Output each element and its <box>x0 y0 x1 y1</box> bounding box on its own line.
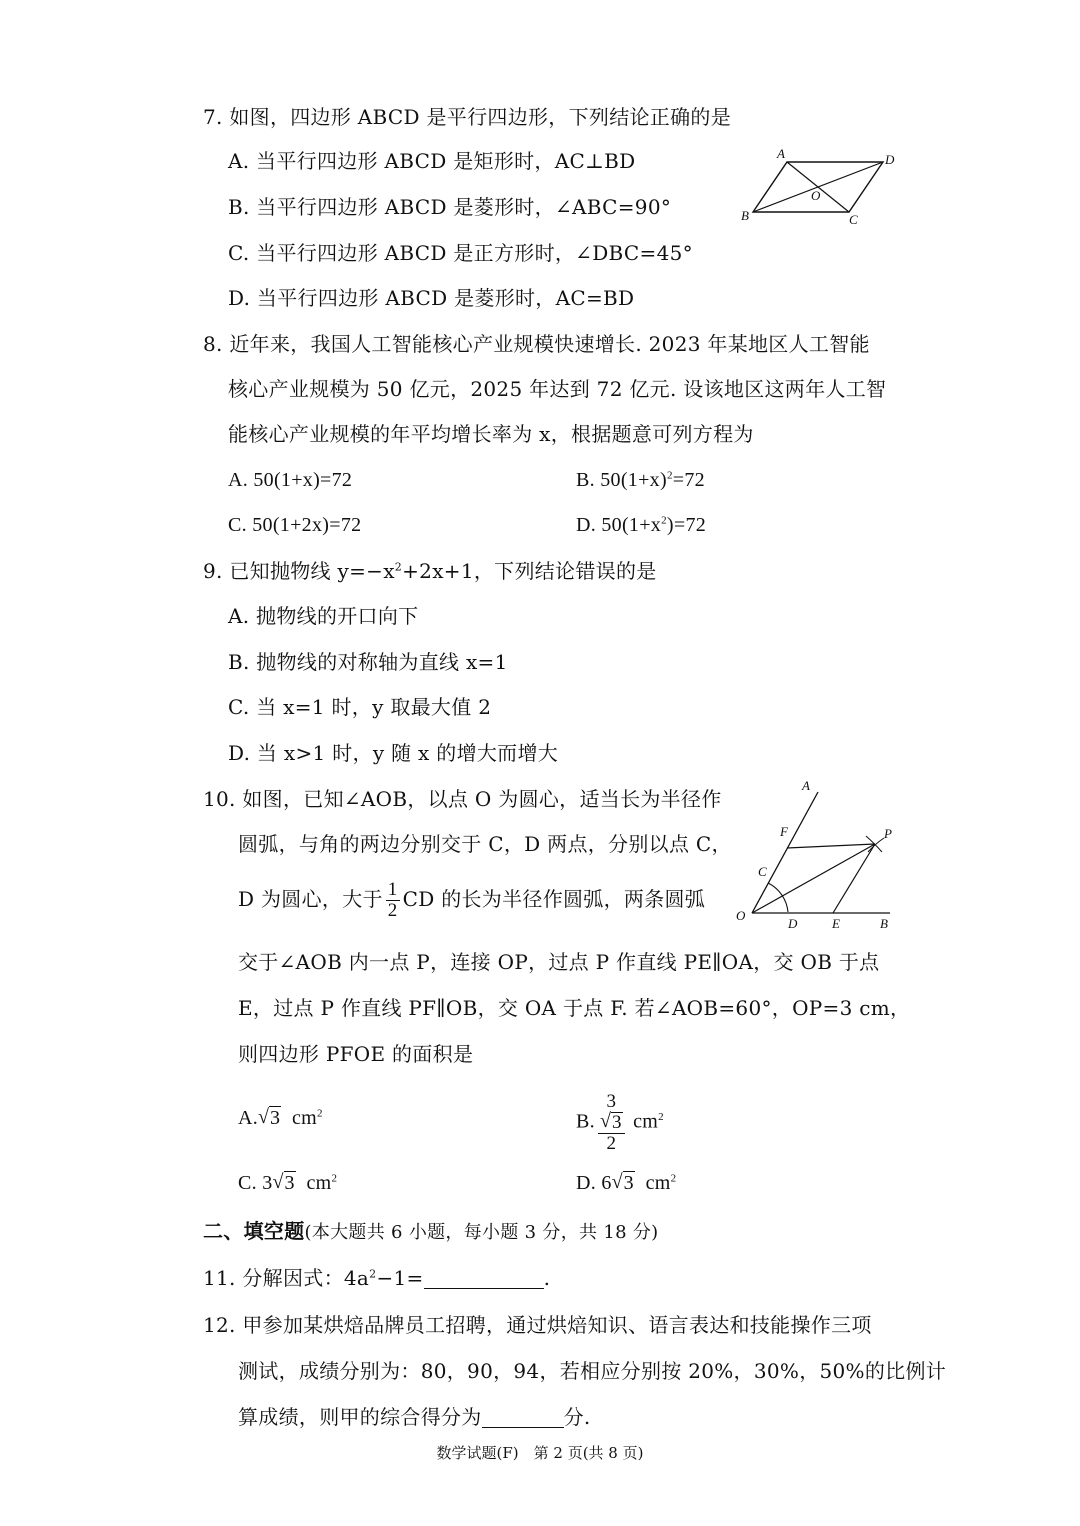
q10-segment-pe <box>833 844 875 913</box>
q7-diagonal-bd <box>753 162 883 212</box>
section-2-heading: 二、填空题(本大题共 6 小题，每小题 3 分，共 18 分) <box>203 1219 659 1243</box>
q8-line-2: 核心产业规模为 50 亿元，2025 年达到 72 亿元. 设该地区这两年人工智 <box>228 377 887 401</box>
q7-label-c: C <box>849 212 858 227</box>
q10-label-a: A <box>802 778 810 793</box>
q11-line: 11. 分解因式：$4a^2-1=$ . <box>203 1266 551 1290</box>
q10-line-3: D 为圆心，大于 $\frac{1}{2}$ CD 的长为半径作圆弧，两条圆弧 <box>238 879 706 921</box>
q8-option-a: A. 50(1+x)=72 <box>228 469 353 491</box>
q10-arc-cd <box>768 883 788 912</box>
q12-line-3: 算成绩，则甲的综合得分为 分. <box>238 1405 591 1429</box>
q7-option-c: C. 当平行四边形 ABCD 是正方形时，∠DBC=45° <box>228 241 693 265</box>
q8-option-b: B. $50(1+x)^2=72$ <box>576 469 705 491</box>
q9-option-d: D. 当 x>1 时，y 随 x 的增大而增大 <box>228 741 559 765</box>
q7-label-d: D <box>885 152 895 167</box>
q7-parallelogram-figure <box>735 142 905 232</box>
q10-line-1: 10. 如图，已知∠AOB，以点 O 为圆心，适当长为半径作 <box>203 787 722 811</box>
page-footer: 数学试题(F) 第 2 页(共 8 页) <box>436 1444 644 1462</box>
q9-option-b: B. 抛物线的对称轴为直线 x=1 <box>228 650 508 674</box>
q10-line-6: 则四边形 PFOE 的面积是 <box>238 1042 474 1066</box>
q10-option-c: C. 3 √ 3 $cm^2$ <box>238 1171 338 1194</box>
q10-label-p: P <box>884 826 892 841</box>
q8-option-c: C. 50(1+2x)=72 <box>228 514 362 536</box>
q10-label-d: D <box>788 916 798 931</box>
q10-label-e: E <box>832 916 840 931</box>
q9-stem: 9. 已知抛物线 $y=-x^2+2x+1$，下列结论错误的是 <box>203 559 657 583</box>
q9-option-c: C. 当 x=1 时，y 取最大值 2 <box>228 695 492 719</box>
q7-label-a: A <box>777 146 785 161</box>
q10-line-2: 圆弧，与角的两边分别交于 C，D 两点，分别以点 C， <box>238 832 732 856</box>
q7-option-a: A. 当平行四边形 ABCD 是矩形时，AC⊥BD <box>228 149 636 173</box>
q10-construction-figure <box>730 778 910 938</box>
q8-line-3: 能核心产业规模的年平均增长率为 x，根据题意可列方程为 <box>228 422 754 446</box>
q10-label-o: O <box>736 908 746 923</box>
q8-option-d: D. $50(1+x^2)=72$ <box>576 514 707 536</box>
q10-line-5: E，过点 P 作直线 PF∥OB，交 OA 于点 F. 若∠AOB=60°，OP=3 cm， <box>238 996 911 1020</box>
q12-line-1: 12. 甲参加某烘焙品牌员工招聘，通过烘焙知识、语言表达和技能操作三项 <box>203 1313 872 1337</box>
q7-label-b: B <box>741 208 749 223</box>
q10-line-4: 交于∠AOB 内一点 P，连接 OP，过点 P 作直线 PE∥OA，交 OB 于点 <box>238 950 880 974</box>
q8-line-1: 8. 近年来，我国人工智能核心产业规模快速增长. 2023 年某地区人工智能 <box>203 332 870 356</box>
q12-answer-blank <box>482 1407 564 1428</box>
q7-stem: 7. 如图，四边形 ABCD 是平行四边形，下列结论正确的是 <box>203 105 732 129</box>
q7-label-o: O <box>811 188 821 203</box>
q9-option-a: A. 抛物线的开口向下 <box>228 604 419 628</box>
q7-option-b: B. 当平行四边形 ABCD 是菱形时，∠ABC=90° <box>228 195 672 219</box>
q10-label-b: B <box>880 916 888 931</box>
q11-answer-blank <box>424 1268 544 1289</box>
q7-option-d: D. 当平行四边形 ABCD 是菱形时，AC=BD <box>228 286 635 310</box>
q10-label-f: F <box>780 824 788 839</box>
q10-option-d: D. 6 √ 3 $cm^2$ <box>576 1171 677 1194</box>
q10-label-c: C <box>758 864 767 879</box>
q10-segment-fp <box>787 844 875 848</box>
q10-option-a: A. √ 3 $cm^2$ <box>238 1106 323 1129</box>
q10-option-b: B. 3 √ 3 2 $cm^2$ <box>576 1091 664 1154</box>
q10-fraction-half: $\frac{1}{2}$ <box>387 879 398 921</box>
q12-line-2: 测试，成绩分别为：80，90，94，若相应分别按 20%，30%，50%的比例计 <box>238 1359 947 1383</box>
